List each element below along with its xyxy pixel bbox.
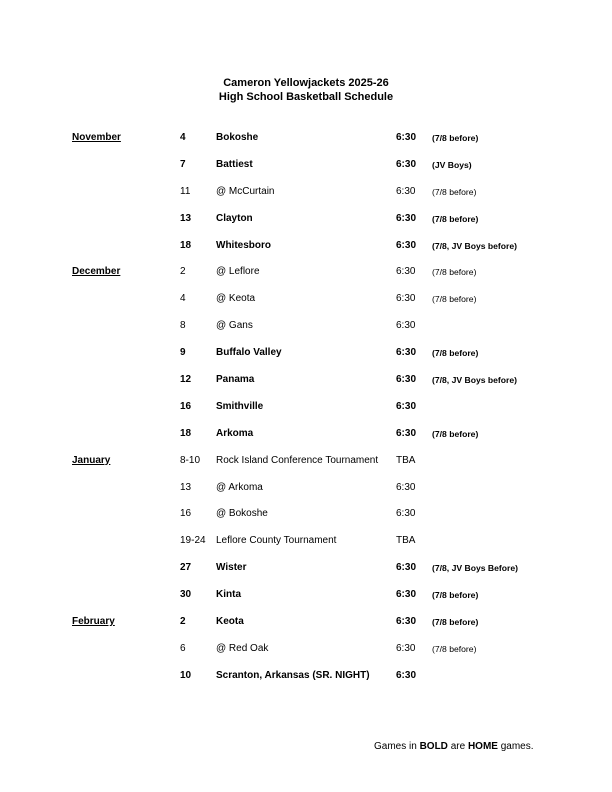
opponent-name: @ Leflore — [216, 266, 260, 278]
game-date: 13 — [180, 481, 192, 493]
game-date: 30 — [180, 589, 192, 601]
opponent-name: Buffalo Valley — [216, 347, 282, 359]
schedule-row — [0, 400, 612, 427]
schedule-row — [0, 373, 612, 400]
game-time: 6:30 — [396, 508, 416, 520]
game-time: 6:30 — [396, 642, 416, 654]
game-date: 27 — [180, 562, 192, 574]
game-note: (7/8, JV Boys before) — [432, 375, 518, 386]
game-time: 6:30 — [396, 400, 417, 412]
schedule-row — [0, 588, 612, 615]
game-date: 9 — [180, 347, 186, 359]
schedule-row — [0, 454, 612, 481]
game-time: 6:30 — [396, 589, 417, 601]
month-label: January — [72, 454, 111, 466]
game-note: (7/8, JV Boys Before) — [432, 563, 518, 574]
schedule-row — [0, 507, 612, 534]
game-time: TBA — [396, 454, 416, 466]
game-time: 6:30 — [396, 374, 417, 386]
game-note: (7/8 before) — [432, 294, 477, 305]
game-date: 6 — [180, 642, 186, 654]
game-note: (JV Boys) — [432, 159, 472, 170]
title-line-1: Cameron Yellowjackets 2025-26 — [223, 77, 389, 89]
game-date: 4 — [180, 132, 186, 143]
game-note: (7/8 before) — [432, 186, 477, 197]
opponent-name: Whitesboro — [216, 239, 271, 251]
schedule-row — [0, 158, 612, 185]
schedule-table — [0, 131, 612, 696]
opponent-name: @ Keota — [216, 293, 256, 305]
game-time: 6:30 — [396, 320, 416, 332]
game-time: 6:30 — [396, 132, 417, 143]
opponent-name: Clayton — [216, 212, 253, 224]
schedule-row — [0, 131, 612, 158]
opponent-name: Keota — [216, 616, 244, 628]
game-time: 6:30 — [396, 669, 417, 681]
legend-text-3: games. — [497, 741, 534, 752]
game-time: 6:30 — [396, 293, 416, 305]
game-date: 19-24 — [180, 535, 206, 547]
schedule-row — [0, 265, 612, 292]
game-time: 6:30 — [396, 427, 417, 439]
opponent-name: Scranton, Arkansas (SR. NIGHT) — [216, 669, 370, 681]
schedule-row — [0, 239, 612, 266]
game-date: 13 — [180, 212, 192, 224]
game-time: 6:30 — [396, 158, 417, 170]
schedule-row — [0, 615, 612, 642]
game-time: TBA — [396, 535, 416, 547]
schedule-row — [0, 534, 612, 561]
month-label: December — [72, 266, 121, 278]
game-date: 2 — [180, 616, 186, 628]
schedule-row — [0, 427, 612, 454]
month-label: February — [72, 616, 115, 628]
opponent-name: Leflore County Tournament — [216, 535, 337, 547]
game-note: (7/8 before) — [432, 428, 479, 439]
opponent-name: Wister — [216, 562, 247, 574]
game-time: 6:30 — [396, 185, 416, 197]
opponent-name: Kinta — [216, 589, 241, 601]
game-date: 18 — [180, 239, 192, 251]
game-note: (7/8 before) — [432, 348, 479, 359]
legend-bold-word: BOLD — [419, 741, 448, 752]
opponent-name: Rock Island Conference Tournament — [216, 454, 379, 466]
opponent-name: Smithville — [216, 400, 264, 412]
game-date: 16 — [180, 400, 192, 412]
home-games-legend — [374, 741, 534, 752]
game-time: 6:30 — [396, 212, 417, 224]
schedule-row — [0, 292, 612, 319]
game-note: (7/8 before) — [432, 617, 479, 628]
game-date: 4 — [180, 293, 186, 305]
title-line-2: High School Basketball Schedule — [218, 91, 394, 103]
opponent-name: Arkoma — [216, 427, 254, 439]
schedule-row — [0, 481, 612, 508]
month-label: November — [72, 132, 121, 143]
game-date: 16 — [180, 508, 192, 520]
opponent-name: Panama — [216, 374, 255, 386]
game-date: 18 — [180, 427, 192, 439]
game-date: 8 — [180, 320, 186, 332]
schedule-row — [0, 185, 612, 212]
game-note: (7/8 before) — [432, 590, 479, 601]
game-date: 11 — [180, 185, 191, 197]
game-time: 6:30 — [396, 266, 416, 278]
schedule-row — [0, 642, 612, 669]
game-note: (7/8 before) — [432, 133, 479, 143]
opponent-name: Bokoshe — [216, 132, 259, 143]
schedule-row — [0, 212, 612, 239]
game-note: (7/8 before) — [432, 213, 479, 224]
legend-text-2: are — [447, 741, 468, 752]
game-time: 6:30 — [396, 616, 417, 628]
game-time: 6:30 — [396, 562, 417, 574]
opponent-name: @ Red Oak — [216, 642, 269, 654]
game-time: 6:30 — [396, 347, 417, 359]
opponent-name: @ Bokoshe — [216, 508, 268, 520]
game-time: 6:30 — [396, 239, 417, 251]
game-date: 2 — [180, 266, 186, 278]
game-date: 12 — [180, 374, 192, 386]
game-time: 6:30 — [396, 481, 416, 493]
game-date: 10 — [180, 669, 192, 681]
opponent-name: @ McCurtain — [216, 185, 275, 197]
schedule-row — [0, 319, 612, 346]
game-note: (7/8 before) — [432, 267, 477, 278]
legend-home-word: HOME — [467, 741, 498, 752]
schedule-row — [0, 561, 612, 588]
schedule-row — [0, 346, 612, 373]
opponent-name: @ Arkoma — [216, 481, 263, 493]
schedule-row — [0, 669, 612, 696]
opponent-name: Battiest — [216, 158, 253, 170]
schedule-title — [0, 76, 612, 104]
legend-text-1: Games in — [374, 741, 420, 752]
game-note: (7/8 before) — [432, 643, 477, 654]
game-date: 7 — [180, 158, 186, 170]
game-note: (7/8, JV Boys before) — [432, 240, 518, 251]
opponent-name: @ Gans — [216, 320, 253, 332]
game-date: 8-10 — [180, 454, 201, 466]
